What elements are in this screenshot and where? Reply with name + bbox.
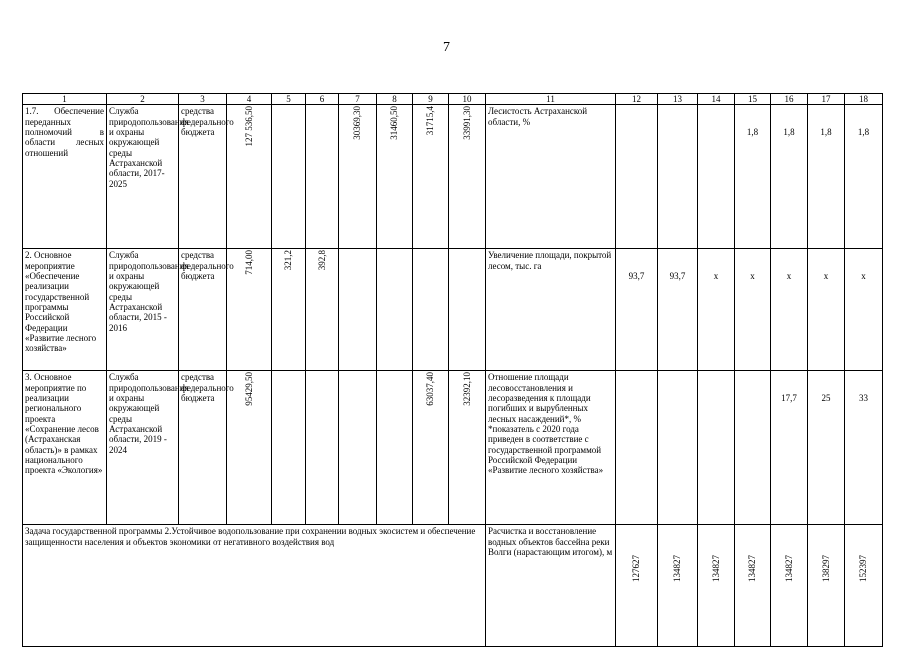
header-cell: 5 (272, 94, 306, 105)
amount-cell: 31460,50 (377, 105, 413, 249)
indicator-value: х (771, 249, 808, 371)
indicator-name: Отношение площади лесовосстановления и лесоразведения к площади погибших и вырубленных лесных насаждений*, % *показатель с 2020 года приведен в соответствие с государственной программой Российской Федерации «Развитие лесного хозяйства» (486, 371, 616, 525)
header-cell: 10 (449, 94, 486, 105)
indicator-value: х (808, 249, 845, 371)
indicator-value: х (735, 249, 771, 371)
indicator-name: Увеличение площади, покрытой лесом, тыс. га (486, 249, 616, 371)
indicator-value (698, 371, 735, 525)
activity-name: 1.7. Обеспечение переданных полномочий в области лесных отношений (23, 105, 107, 249)
indicator-value: 127627 (616, 525, 658, 647)
indicator-value: 134827 (658, 525, 698, 647)
table-row (23, 371, 883, 525)
indicator-value (658, 105, 698, 249)
indicator-name: Лесистость Астраханской области, % (486, 105, 616, 249)
header-cell: 1 (23, 94, 107, 105)
header-cell: 3 (179, 94, 227, 105)
header-cell: 14 (698, 94, 735, 105)
header-cell: 15 (735, 94, 771, 105)
indicator-value: 93,7 (616, 249, 658, 371)
indicator-value: 134827 (735, 525, 771, 647)
amount-cell (449, 249, 486, 371)
indicator-value: х (845, 249, 883, 371)
indicator-value (698, 105, 735, 249)
indicator-value: 1,8 (845, 105, 883, 249)
header-cell: 2 (107, 94, 179, 105)
executor-cell: Служба природопользования и охраны окружающей среды Астраханской области, 2015 - 2016 (107, 249, 179, 371)
header-cell: 9 (413, 94, 449, 105)
amount-cell (339, 249, 377, 371)
table-row (23, 105, 883, 249)
header-cell: 4 (227, 94, 272, 105)
indicator-value: 1,8 (771, 105, 808, 249)
amount-cell (306, 105, 339, 249)
funding-source: средства федерального бюджета (179, 371, 227, 525)
indicator-value: х (698, 249, 735, 371)
indicator-value: 17,7 (771, 371, 808, 525)
indicator-value: 134827 (698, 525, 735, 647)
funding-source: средства федерального бюджета (179, 249, 227, 371)
total-amount: 714,00 (227, 249, 272, 371)
header-cell: 8 (377, 94, 413, 105)
header-cell: 13 (658, 94, 698, 105)
indicator-name: Расчистка и восстановление водных объектов бассейна реки Волги (нарастающим итогом), м (486, 525, 616, 647)
amount-cell (272, 371, 306, 525)
header-cell: 11 (486, 94, 616, 105)
task-row (23, 525, 883, 647)
indicator-value: 1,8 (735, 105, 771, 249)
header-cell: 16 (771, 94, 808, 105)
amount-cell: 30369,30 (339, 105, 377, 249)
indicator-value: 93,7 (658, 249, 698, 371)
amount-cell: 31715,4 (413, 105, 449, 249)
amount-cell (413, 249, 449, 371)
amount-text: 127 536,50 (243, 106, 254, 147)
amount-cell (377, 249, 413, 371)
amount-cell: 321,2 (272, 249, 306, 371)
amount-cell: 392,8 (306, 249, 339, 371)
amount-cell (377, 371, 413, 525)
executor-cell: Служба природопользования и охраны окружающей среды Астраханской области, 2017- 2025 (107, 105, 179, 249)
program-table (22, 93, 883, 647)
header-row (23, 94, 883, 105)
amount-cell (339, 371, 377, 525)
indicator-value: 134827 (771, 525, 808, 647)
executor-cell: Служба природопользования и охраны окружающей среды Астраханской области, 2019 - 2024 (107, 371, 179, 525)
activity-name: 2. Основное мероприятие «Обеспечение реализации государственной программы Российской Федерации «Развитие лесного хозяйства» (23, 249, 107, 371)
header-cell: 17 (808, 94, 845, 105)
indicator-value: 138297 (808, 525, 845, 647)
amount-cell: 32392,10 (449, 371, 486, 525)
indicator-value (735, 371, 771, 525)
amount-cell (272, 105, 306, 249)
indicator-value: 33 (845, 371, 883, 525)
amount-cell: 33991,30 (449, 105, 486, 249)
amount-cell: 63037,40 (413, 371, 449, 525)
funding-source: средства федерального бюджета (179, 105, 227, 249)
indicator-value: 25 (808, 371, 845, 525)
header-cell: 7 (339, 94, 377, 105)
indicator-value (616, 371, 658, 525)
header-cell: 18 (845, 94, 883, 105)
amount-cell (306, 371, 339, 525)
indicator-value (658, 371, 698, 525)
activity-name: 3. Основное мероприятие по реализации регионального проекта «Сохранение лесов (Астраханская область)» в рамках национального проекта «Экология» (23, 371, 107, 525)
task-description: Задача государственной программы 2.Устойчивое водопользование при сохранении водных экосистем и обеспечение защищенности населения и объектов экономики от негативного воздействия вод (23, 525, 486, 647)
table-row (23, 249, 883, 371)
indicator-value (616, 105, 658, 249)
indicator-value: 1,8 (808, 105, 845, 249)
total-amount: 95429,50 (227, 371, 272, 525)
header-cell: 6 (306, 94, 339, 105)
page-number: 7 (443, 40, 450, 55)
header-cell: 12 (616, 94, 658, 105)
indicator-value: 152397 (845, 525, 883, 647)
